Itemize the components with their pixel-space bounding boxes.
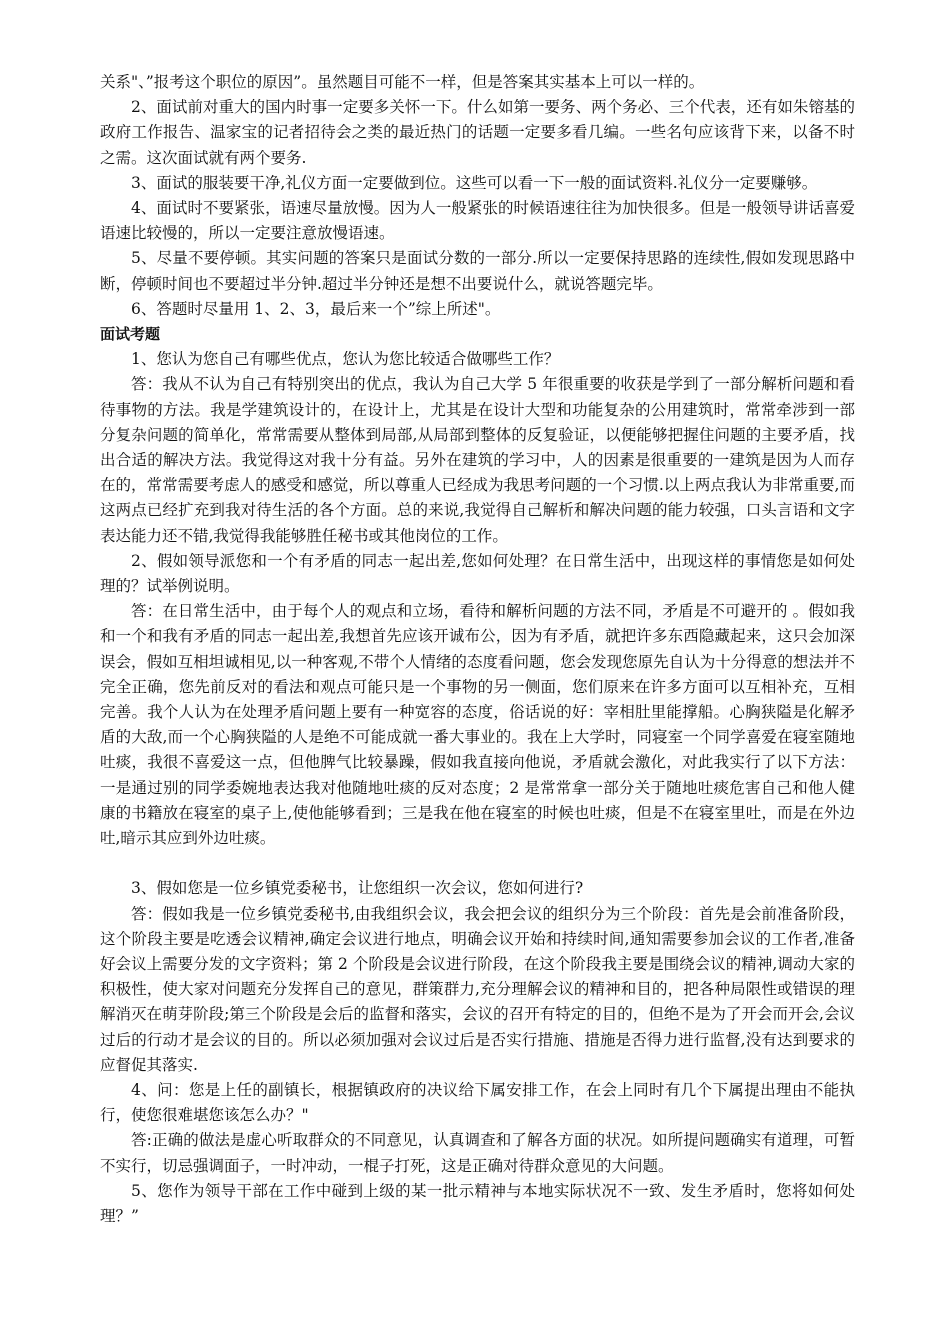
question-5: 5、您作为领导干部在工作中碰到上级的某一批示精神与本地实际状况不一致、发生矛盾时，您将如何处理？” [100,1181,855,1225]
paragraph-continuation: 关系"、”报考这个职位的原因”。虽然题目可能不一样，但是答案其实基本上可以一样的。 [100,73,705,91]
question-3: 3、假如您是一位乡镇党委秘书，让您组织一次会议，您如何进行? [131,879,584,898]
section-heading: 面试考题 [100,325,161,344]
blank-line [100,851,855,876]
tip-6: 6、答题时尽量用 1、2、3，最后来一个”综上所述"。 [131,299,501,318]
answer-2: 答：在日常生活中，由于每个人的观点和立场，看待和解析问题的方法不同，矛盾是不可避开的 。假如我和一个和我有矛盾的同志一起出差,我想首先应该开诚布公，因为有矛盾，就把许多东西隐藏起来，这只会加深误会，假如互相坦诚相见,以一种客观,不带个人情绪的态度看问题，您会发现您原先自认为十分得意的想法并不完全正确，您先前反对的看法和观点可能只是一个事物的另一侧面，您们原来在许多方面可以互相补充，互相完善。我个人认为在处理矛盾问题上要有一种宽容的态度，俗话说的好：宰相肚里能撑船。心胸狭隘是化解矛盾的大敌,而一个心胸狭隘的人是绝不可能成就一番大事业的。我在上大学时，同寝室一个同学喜爱在寝室随地吐痰，我很不喜爱这一点，但他脾气比较暴躁，假如我直接向他说，矛盾就会激化，对此我实行了以下方法：一是通过别的同学委婉地表达我对他随地吐痰的反对态度；2 是常常拿一部分关于随地吐痰危害自己和他人健康的书籍放在寝室的桌子上,使他能够看到；三是我在他在寝室的时候也吐痰，但是不在寝室里吐，而是在外边吐,暗示其应到外边吐痰。 [100,602,855,848]
answer-4: 答:正确的做法是虚心听取群众的不同意见，认真调查和了解各方面的状况。如所提问题确实有道理，可暂不实行，切忌强调面子，一时冲动，一棍子打死，这是正确对待群众意见的大问题。 [100,1131,855,1175]
tip-4: 4、面试时不要紧张，语速尽量放慢。因为人一般紧张的时候语速往往为加快很多。但是一般领导讲话喜爱语速比较慢的，所以一定要注意放慢语速。 [100,199,855,243]
tip-3: 3、面试的服装要干净,礼仪方面一定要做到位。这些可以看一下一般的面试资料.礼仪分一定要赚够。 [131,173,818,192]
answer-3: 答：假如我是一位乡镇党委秘书,由我组织会议，我会把会议的组织分为三个阶段：首先是会前准备阶段，这个阶段主要是吃透会议精神,确定会议进行地点，明确会议开始和持续时间,通知需要参加会议的工作者,准备好会议上需要分发的文字资料；第 2 个阶段是会议进行阶段，在这个阶段我主要是围绕会议的精神,调动大家的积极性，使大家对问题充分发挥自己的意见，群策群力,充分理解会议的精神和目的，把各种局限性或错误的理解消灭在萌芽阶段;第三个阶段是会后的监督和落实，会议的召开有特定的目的，但绝不是为了开会而开会,会议过后的行动才是会议的目的。所以必须加强对会议过后是否实行措施、措施是否得力进行监督,没有达到要求的应督促其落实. [100,904,855,1074]
tip-2: 2、面试前对重大的国内时事一定要多关怀一下。什么如第一要务、两个务必、三个代表，还有如朱镕基的政府工作报告、温家宝的记者招待会之类的最近热门的话题一定要多看几编。一些名句应该背下来，以备不时之需。这次面试就有两个要务. [100,98,855,167]
question-1: 1、您认为您自己有哪些优点，您认为您比较适合做哪些工作？ [131,350,560,369]
question-4: 4、问：您是上任的副镇长，根据镇政府的决议给下属安排工作，在会上同时有几个下属提出理由不能执行，使您很难堪您该怎么办？" [100,1080,855,1125]
document-page [100,70,855,1229]
question-2: 2、假如领导派您和一个有矛盾的同志一起出差,您如何处理？在日常生活中，出现这样的事情您是如何处理的？试举例说明。 [100,551,855,596]
tip-5: 5、尽量不要停顿。其实问题的答案只是面试分数的一部分.所以一定要保持思路的连续性,假如发现思路中断，停顿时间也不要超过半分钟.超过半分钟还是想不出要说什么，就说答题完毕。 [100,249,855,293]
answer-1: 答：我从不认为自己有特别突出的优点，我认为自己大学 5 年很重要的收获是学到了一部分解析问题和看待事物的方法。我是学建筑设计的，在设计上，尤其是在设计大型和功能复杂的公用建筑时，常常牵涉到一部分复杂问题的简单化，常常需要从整体到局部,从局部到整体的反复验证，以便能够把握住问题的主要矛盾，找出合适的解决方法。我觉得这对我十分有益。另外在建筑的学习中，人的因素是很重要的一建筑是因为人而存在的，常常需要考虑人的感受和感觉，所以尊重人已经成为我思考问题的一个习惯.以上两点我认为非常重要,而这两点已经扩充到我对待生活的各个方面。总的来说,我觉得自己解析和解决问题的能力较强，口头言语和文字表达能力还不错,我觉得我能够胜任秘书或其他岗位的工作。 [100,375,855,545]
